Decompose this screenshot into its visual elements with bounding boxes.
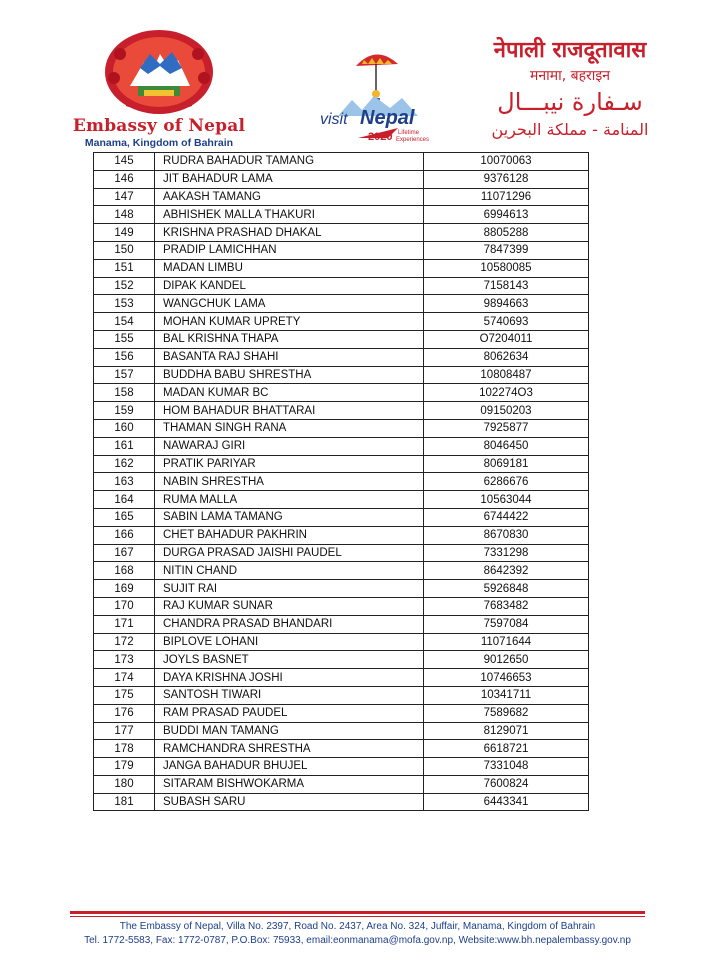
name-cell: MOHAN KUMAR UPRETY [155,313,424,331]
serial-number-cell: 168 [94,562,155,580]
passport-number-cell: 7158143 [424,277,589,295]
name-cell: CHANDRA PRASAD BHANDARI [155,615,424,633]
name-cell: WANGCHUK LAMA [155,295,424,313]
passport-list-table [93,152,589,811]
year-2020: 2020 [368,131,393,143]
table-row [94,313,589,331]
nepali-subtitle: मनामा, बहराइन [529,68,611,84]
passport-number-cell: 7600824 [424,775,589,793]
passport-number-cell: 11071296 [424,188,589,206]
passport-number-cell: 8805288 [424,224,589,242]
table-row [94,562,589,580]
table-row [94,366,589,384]
passport-number-cell: 9012650 [424,651,589,669]
nepal-emblem-icon [100,24,218,118]
serial-number-cell: 147 [94,188,155,206]
serial-number-cell: 165 [94,508,155,526]
name-cell: PRATIK PARIYAR [155,455,424,473]
serial-number-cell: 145 [94,153,155,171]
passport-number-cell: 8046450 [424,437,589,455]
passport-number-cell: 6286676 [424,473,589,491]
name-cell: BIPLOVE LOHANI [155,633,424,651]
passport-number-cell: 10341711 [424,686,589,704]
serial-number-cell: 152 [94,277,155,295]
passport-number-cell: 7331298 [424,544,589,562]
table-row [94,473,589,491]
table-row [94,793,589,811]
table-row [94,188,589,206]
serial-number-cell: 153 [94,295,155,313]
name-cell: SITARAM BISHWOKARMA [155,775,424,793]
serial-number-cell: 156 [94,348,155,366]
serial-number-cell: 166 [94,526,155,544]
serial-number-cell: 179 [94,758,155,776]
serial-number-cell: 181 [94,793,155,811]
serial-number-cell: 163 [94,473,155,491]
table-row [94,544,589,562]
embassy-location: Manama, Kingdom of Bahrain [84,137,234,149]
name-cell: RAMCHANDRA SHRESTHA [155,740,424,758]
passport-number-cell: 10746653 [424,669,589,687]
passport-number-cell: 9376128 [424,170,589,188]
table-row [94,704,589,722]
passport-number-cell: 8062634 [424,348,589,366]
name-cell: KRISHNA PRASHAD DHAKAL [155,224,424,242]
name-cell: DAYA KRISHNA JOSHI [155,669,424,687]
serial-number-cell: 160 [94,419,155,437]
name-cell: BUDDHA BABU SHRESTHA [155,366,424,384]
passport-number-cell: 7597084 [424,615,589,633]
name-cell: DIPAK KANDEL [155,277,424,295]
table-row [94,153,589,171]
table-row [94,277,589,295]
table-row [94,491,589,509]
arabic-subtitle: المنامة - مملكة البحرين [491,120,649,139]
serial-number-cell: 157 [94,366,155,384]
serial-number-cell: 154 [94,313,155,331]
serial-number-cell: 171 [94,615,155,633]
name-cell: CHET BAHADUR PAKHRIN [155,526,424,544]
name-cell: HOM BAHADUR BHATTARAI [155,402,424,420]
serial-number-cell: 169 [94,580,155,598]
table-row [94,580,589,598]
footer-divider-thick [70,911,645,914]
serial-number-cell: 158 [94,384,155,402]
name-cell: RAJ KUMAR SUNAR [155,597,424,615]
visit-nepal-logo [318,38,444,148]
passport-number-cell: 8642392 [424,562,589,580]
name-cell: SANTOSH TIWARI [155,686,424,704]
table-row [94,651,589,669]
name-cell: BUDDI MAN TAMANG [155,722,424,740]
passport-number-cell: 8069181 [424,455,589,473]
serial-number-cell: 155 [94,330,155,348]
passport-number-cell: 9894663 [424,295,589,313]
passport-number-cell: 10808487 [424,366,589,384]
table-body [94,153,589,811]
serial-number-cell: 174 [94,669,155,687]
passport-number-cell: 7331048 [424,758,589,776]
table-row [94,526,589,544]
passport-number-cell: O7204011 [424,330,589,348]
name-cell: JANGA BAHADUR BHUJEL [155,758,424,776]
passport-number-cell: 6744422 [424,508,589,526]
serial-number-cell: 180 [94,775,155,793]
name-cell: SUJIT RAI [155,580,424,598]
passport-number-cell: 09150203 [424,402,589,420]
name-cell: NAWARAJ GIRI [155,437,424,455]
table-row [94,740,589,758]
tagline-experiences: Experiences [396,137,430,143]
passport-number-cell: 8670830 [424,526,589,544]
table-row [94,722,589,740]
table-row [94,206,589,224]
table-row [94,419,589,437]
name-cell: BAL KRISHNA THAPA [155,330,424,348]
visit-nepal-logo-icon [318,38,444,148]
serial-number-cell: 151 [94,259,155,277]
table-row [94,686,589,704]
name-cell: DURGA PRASAD JAISHI PAUDEL [155,544,424,562]
serial-number-cell: 161 [94,437,155,455]
name-cell: SABIN LAMA TAMANG [155,508,424,526]
passport-number-cell: 10563044 [424,491,589,509]
serial-number-cell: 164 [94,491,155,509]
table-row [94,633,589,651]
table-row [94,384,589,402]
passport-number-cell: 7925877 [424,419,589,437]
table-row [94,259,589,277]
name-cell: JOYLS BASNET [155,651,424,669]
nepali-title: नेपाली राजदूतावास [493,38,647,63]
name-cell: RUDRA BAHADUR TAMANG [155,153,424,171]
name-cell: AAKASH TAMANG [155,188,424,206]
passport-number-cell: 10580085 [424,259,589,277]
serial-number-cell: 159 [94,402,155,420]
serial-number-cell: 148 [94,206,155,224]
name-cell: ABHISHEK MALLA THAKURI [155,206,424,224]
name-cell: JIT BAHADUR LAMA [155,170,424,188]
serial-number-cell: 176 [94,704,155,722]
embassy-name: Embassy of Nepal [72,116,246,136]
footer-address: The Embassy of Nepal, Villa No. 2397, Road No. 2437, Area No. 324, Juffair, Manama, Kingdom of Bahrain [119,921,596,932]
serial-number-cell: 175 [94,686,155,704]
table-row [94,241,589,259]
serial-number-cell: 149 [94,224,155,242]
serial-number-cell: 173 [94,651,155,669]
name-cell: THAMAN SINGH RANA [155,419,424,437]
passport-number-cell: 10070063 [424,153,589,171]
name-cell: MADAN LIMBU [155,259,424,277]
passport-number-cell: 8129071 [424,722,589,740]
table-row [94,775,589,793]
table-row [94,348,589,366]
passport-number-cell: 5740693 [424,313,589,331]
passport-number-cell: 6443341 [424,793,589,811]
name-cell: NABIN SHRESTHA [155,473,424,491]
table-row [94,669,589,687]
name-cell: PRADIP LAMICHHAN [155,241,424,259]
table-row [94,330,589,348]
serial-number-cell: 146 [94,170,155,188]
passport-number-cell: 5926848 [424,580,589,598]
passport-number-cell: 7683482 [424,597,589,615]
table-row [94,402,589,420]
passport-number-cell: 6618721 [424,740,589,758]
passport-number-cell: 7847399 [424,241,589,259]
serial-number-cell: 177 [94,722,155,740]
serial-number-cell: 172 [94,633,155,651]
visit-word: visit [320,111,348,128]
tagline-lifetime: Lifetime [398,130,420,136]
serial-number-cell: 162 [94,455,155,473]
name-cell: NITIN CHAND [155,562,424,580]
table-row [94,615,589,633]
table-row [94,508,589,526]
table-row [94,437,589,455]
arabic-title: سـفارة نيبـــال [497,88,643,116]
passport-number-cell: 102274O3 [424,384,589,402]
footer-divider-thin [70,916,645,917]
serial-number-cell: 167 [94,544,155,562]
serial-number-cell: 150 [94,241,155,259]
table-row [94,455,589,473]
serial-number-cell: 170 [94,597,155,615]
serial-number-cell: 178 [94,740,155,758]
table-row [94,758,589,776]
name-cell: RAM PRASAD PAUDEL [155,704,424,722]
passport-number-cell: 7589682 [424,704,589,722]
nepal-word: Nepal [360,107,415,129]
table-row [94,224,589,242]
passport-number-cell: 11071644 [424,633,589,651]
footer-contact: Tel. 1772-5583, Fax: 1772-0787, P.O.Box: 75933, email:eonmanama@mofa.gov.np, Website:www.bh.nepalembassy.gov.np [84,935,631,946]
table-row [94,170,589,188]
table-row [94,295,589,313]
name-cell: MADAN KUMAR BC [155,384,424,402]
passport-number-cell: 6994613 [424,206,589,224]
name-cell: RUMA MALLA [155,491,424,509]
name-cell: SUBASH SARU [155,793,424,811]
table-row [94,597,589,615]
name-cell: BASANTA RAJ SHAHI [155,348,424,366]
